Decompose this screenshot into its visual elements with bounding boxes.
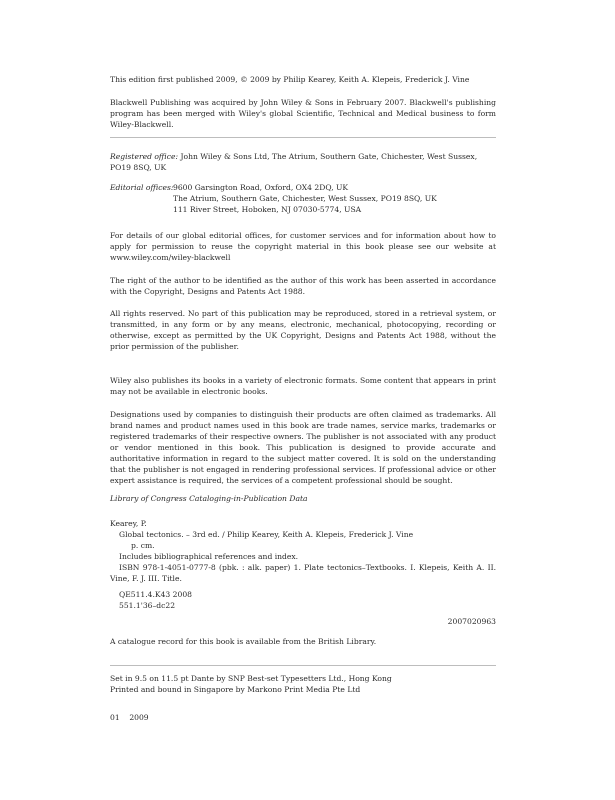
printing-note: Printed and bound in Singapore by Markono Print Media Pte Ltd (110, 685, 361, 694)
editorial-office-line: 9600 Garsington Road, Oxford, OX4 2DQ, UK (173, 183, 349, 192)
cip-isbn: ISBN 978-1-4051-0777-8 (pbk. : alk. paper) 1. Plate tectonics–Textbooks. I. Klepeis, Keith A. II. Vine, F. J. III. Title. (110, 563, 496, 583)
all-rights-reserved: All rights reserved. No part of this publication may be reproduced, stored in a retrieval system, or transmitted, in any form or by any means, electronic, mechanical, photocopying, recording or otherwise, except as permitted by the UK Copyright, Designs and Patents Act 1988, without the prior permission of the publisher. (110, 309, 496, 351)
first-published: This edition first published 2009, © 2009 by Philip Kearey, Keith A. Klepeis, Frederick J. Vine (110, 75, 470, 84)
loc-heading: Library of Congress Cataloging-in-Publication Data (110, 494, 308, 503)
catalogue-record: A catalogue record for this book is available from the British Library. (110, 637, 377, 646)
cip-author: Kearey, P. (110, 519, 147, 528)
details-paragraph: For details of our global editorial offices, for customer services and for information about how to apply for permission to reuse the copyright material in this book please see our website at www.wiley.com/wiley-blackwell (110, 231, 496, 262)
editorial-offices (110, 182, 496, 215)
print-line: 01 2009 (110, 713, 149, 722)
typesetting-note: Set in 9.5 on 11.5 pt Dante by SNP Best-set Typesetters Ltd., Hong Kong (110, 674, 392, 683)
cip-title: Global tectonics. – 3rd ed. / Philip Kearey, Keith A. Klepeis, Frederick J. Vine (119, 530, 414, 539)
divider-bottom (110, 665, 496, 666)
registered-office (110, 151, 496, 173)
blackwell-note: Blackwell Publishing was acquired by John Wiley & Sons in February 2007. Blackwell's publishing program has been merged with Wiley's global Scientific, Technical and Medical business to form Wiley-Blackwell. (110, 98, 496, 129)
divider-top (110, 137, 496, 138)
cip-block (110, 518, 496, 638)
cip-pcm: p. cm. (131, 541, 155, 550)
registered-office-text: John Wiley & Sons Ltd, The Atrium, Southern Gate, Chichester, West Sussex, PO19 8SQ, UK (110, 152, 478, 172)
right-of-author: The right of the author to be identified as the author of this work has been asserted in accordance with the Copyright, Designs and Patents Act 1988. (110, 276, 496, 296)
cip-call-number: QE511.4.K43 2008 (119, 590, 192, 599)
cip-includes: Includes bibliographical references and index. (119, 552, 299, 561)
editorial-office-line: The Atrium, Southern Gate, Chichester, West Sussex, PO19 8SQ, UK (173, 194, 437, 203)
designations-paragraph: Designations used by companies to distinguish their products are often claimed as trademarks. All brand names and product names used in this book are trade names, service marks, trademarks or registered trademarks of their respective owners. The publisher is not associated with any product or vendor mentioned in this book. This publication is designed to provide accurate and authoritative information in regard to the subject matter covered. It is sold on the understanding that the publisher is not engaged in rendering professional services. If professional advice or other expert assistance is required, the services of a competent professional should be sought. (110, 410, 496, 485)
electronic-formats: Wiley also publishes its books in a variety of electronic formats. Some content that appears in print may not be available in electronic books. (110, 376, 496, 396)
editorial-offices-label: Editorial offices: (110, 183, 174, 192)
registered-office-label: Registered office: (110, 152, 179, 161)
editorial-office-line: 111 River Street, Hoboken, NJ 07030-5774, USA (173, 205, 362, 214)
cip-dewey: 551.1'36–dc22 (119, 601, 176, 610)
cip-lccn: 2007020963 (447, 617, 496, 626)
